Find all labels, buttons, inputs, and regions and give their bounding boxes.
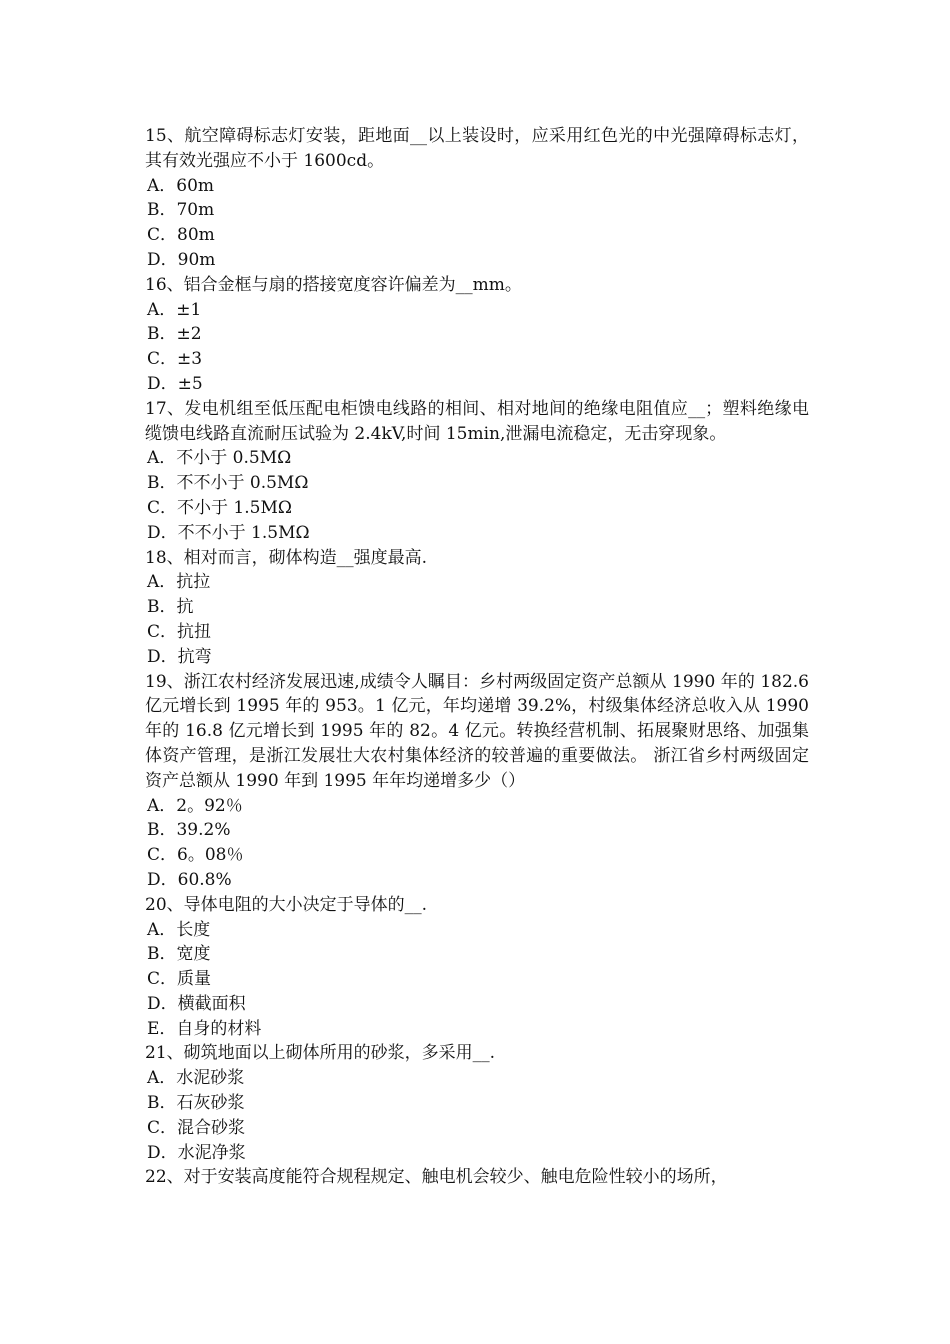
option-d: D．±5 bbox=[147, 373, 203, 394]
option-b: B．抗 bbox=[147, 597, 194, 618]
option-d: D．90m bbox=[147, 249, 216, 270]
question-22 bbox=[145, 1165, 809, 1190]
question-text: 15、航空障碍标志灯安装，距地面__以上装设时，应采用红色光的中光强障碍标志灯，其有效光强应不小于 1600cd。 bbox=[145, 126, 809, 171]
option-c: C．6。08％ bbox=[147, 845, 244, 866]
option-b: B．39.2% bbox=[147, 820, 231, 841]
option-a: A．水泥砂浆 bbox=[147, 1068, 245, 1089]
option-b: B．宽度 bbox=[147, 944, 211, 965]
question-16 bbox=[145, 273, 809, 397]
option-d: D．抗弯 bbox=[147, 646, 212, 667]
option-b: B．±2 bbox=[147, 324, 202, 345]
option-c: C．±3 bbox=[147, 349, 203, 370]
question-20 bbox=[145, 893, 809, 1042]
question-text: 22、对于安装高度能符合规程规定、触电机会较少、触电危险性较小的场所， bbox=[145, 1167, 728, 1188]
question-15 bbox=[145, 124, 809, 273]
question-19 bbox=[145, 670, 809, 893]
option-c: C．质量 bbox=[147, 969, 212, 990]
option-e: E．自身的材料 bbox=[147, 1018, 262, 1039]
option-a: A．抗拉 bbox=[147, 572, 211, 593]
option-d: D．不不小于 1.5MΩ bbox=[147, 522, 310, 543]
question-text: 20、导体电阻的大小决定于导体的__. bbox=[145, 894, 428, 915]
option-a: A．不小于 0.5MΩ bbox=[147, 448, 292, 469]
option-c: C．80m bbox=[147, 225, 215, 246]
option-d: D．60.8% bbox=[147, 869, 232, 890]
option-a: A．60m bbox=[147, 175, 215, 196]
option-c: C．抗扭 bbox=[147, 621, 212, 642]
question-text: 16、铝合金框与扇的搭接宽度容许偏差为__mm。 bbox=[145, 274, 522, 295]
question-text: 18、相对而言，砌体构造__强度最高. bbox=[145, 547, 428, 568]
option-b: B．不不小于 0.5MΩ bbox=[147, 473, 309, 494]
question-text: 21、砌筑地面以上砌体所用的砂浆，多采用__. bbox=[145, 1043, 496, 1064]
option-d: D．横截面积 bbox=[147, 993, 246, 1014]
document-page bbox=[145, 124, 809, 1190]
option-b: B．石灰砂浆 bbox=[147, 1093, 245, 1114]
option-a: A．±1 bbox=[147, 299, 202, 320]
question-18 bbox=[145, 546, 809, 670]
option-c: C．不小于 1.5MΩ bbox=[147, 497, 292, 518]
option-a: A．2。92％ bbox=[147, 795, 243, 816]
question-17 bbox=[145, 397, 809, 546]
question-21 bbox=[145, 1041, 809, 1165]
question-text: 19、浙江农村经济发展迅速,成绩令人瞩目：乡村两级固定资产总额从 1990 年的 182.6 亿元增长到 1995 年的 953。1 亿元，年均递增 39.2%，村级集体经济总收入从 1990 年的 16.8 亿元增长到 1995 年的 82。4 亿元。转换经营机制、拓展聚财思络、加强集体资产管理，是浙江发展壮大农村集体经济的较普遍的重要做法。 浙江省乡村两级固定资产总额从 1990 年到 1995 年年均递增多少（） bbox=[145, 671, 809, 791]
option-c: C．混合砂浆 bbox=[147, 1117, 246, 1138]
question-text: 17、发电机组至低压配电柜馈电线路的相间、相对地间的绝缘电阻值应__；塑料绝缘电缆馈电线路直流耐压试验为 2.4kV,时间 15min,泄漏电流稳定，无击穿现象。 bbox=[145, 398, 809, 444]
option-d: D．水泥净浆 bbox=[147, 1142, 246, 1163]
option-b: B．70m bbox=[147, 200, 215, 221]
option-a: A．长度 bbox=[147, 919, 211, 940]
